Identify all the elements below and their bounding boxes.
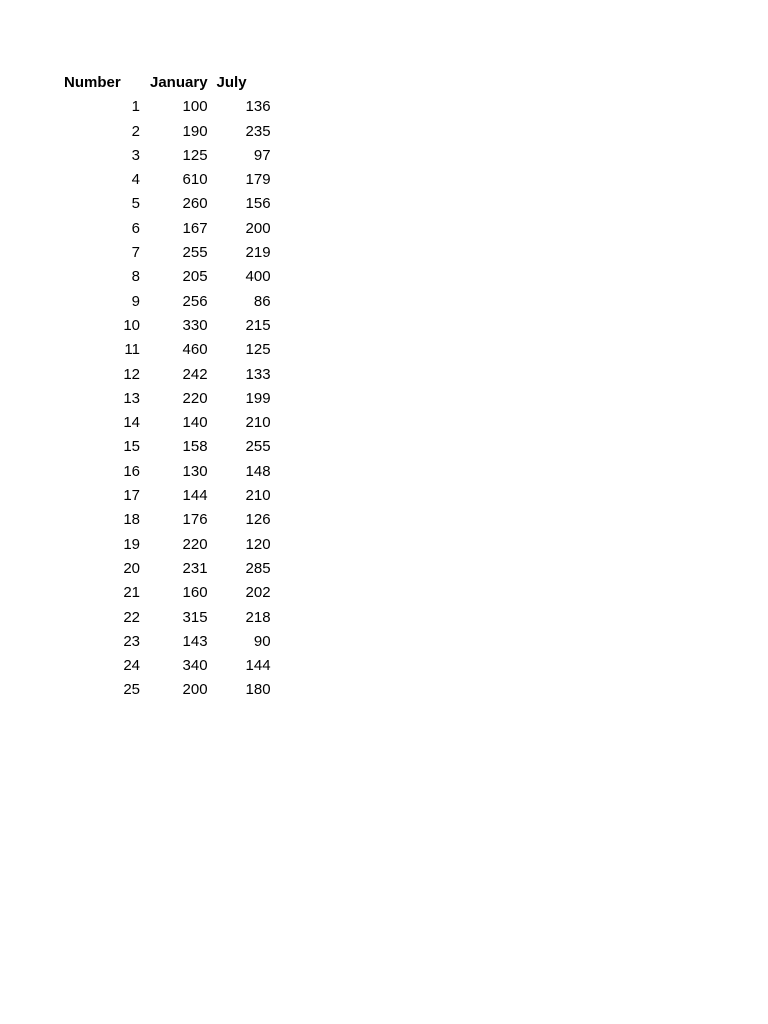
cell-number: 23 — [123, 632, 140, 650]
cell-july: 255 — [245, 438, 271, 456]
cell-july: 126 — [245, 511, 271, 529]
cell-number: 20 — [123, 559, 140, 577]
cell-january: 190 — [182, 122, 208, 140]
table-row — [64, 581, 271, 605]
cell-january: 100 — [182, 98, 208, 116]
cell-july: 218 — [245, 608, 271, 626]
table-row — [64, 168, 271, 192]
cell-july: 200 — [245, 219, 271, 237]
table-row — [64, 217, 271, 241]
cell-number: 13 — [123, 389, 140, 407]
cell-july: 156 — [245, 195, 271, 213]
table-row — [64, 484, 271, 508]
cell-number: 16 — [123, 462, 140, 480]
cell-number: 4 — [131, 171, 140, 189]
cell-number: 25 — [123, 681, 140, 699]
cell-number: 8 — [131, 268, 140, 286]
cell-january: 340 — [182, 657, 208, 675]
cell-july: 202 — [245, 584, 271, 602]
data-sheet — [64, 71, 271, 703]
cell-january: 220 — [182, 389, 208, 407]
table-row — [64, 144, 271, 168]
cell-july: 210 — [245, 487, 271, 505]
table-row — [64, 678, 271, 702]
cell-number: 2 — [131, 122, 140, 140]
cell-january: 460 — [182, 341, 208, 359]
cell-number: 1 — [131, 98, 140, 116]
cell-july: 235 — [245, 122, 271, 140]
table-row — [64, 387, 271, 411]
cell-number: 22 — [123, 608, 140, 626]
table-row — [64, 120, 271, 144]
cell-january: 242 — [182, 365, 208, 383]
table-row — [64, 241, 271, 265]
table-row — [64, 654, 271, 678]
table-row — [64, 363, 271, 387]
cell-number: 5 — [131, 195, 140, 213]
cell-january: 160 — [182, 584, 208, 602]
cell-july: 180 — [245, 681, 271, 699]
data-table — [64, 71, 271, 703]
cell-january: 125 — [182, 146, 208, 164]
cell-january: 220 — [182, 535, 208, 553]
cell-july: 400 — [245, 268, 271, 286]
cell-july: 97 — [253, 146, 271, 164]
cell-number: 17 — [123, 487, 140, 505]
cell-number: 11 — [124, 341, 140, 359]
table-row — [64, 411, 271, 435]
cell-july: 215 — [245, 316, 271, 334]
cell-july: 285 — [245, 559, 271, 577]
column-header-number: Number — [64, 74, 121, 91]
cell-july: 210 — [245, 414, 271, 432]
table-row — [64, 192, 271, 216]
cell-january: 330 — [182, 316, 208, 334]
column-header-january: January — [150, 74, 208, 91]
cell-january: 140 — [182, 414, 208, 432]
table-row — [64, 95, 271, 119]
cell-january: 200 — [182, 681, 208, 699]
cell-number: 7 — [131, 244, 140, 262]
cell-july: 144 — [245, 657, 271, 675]
table-row — [64, 314, 271, 338]
cell-january: 610 — [182, 171, 208, 189]
cell-number: 9 — [131, 292, 140, 310]
cell-july: 219 — [245, 244, 271, 262]
cell-january: 256 — [182, 292, 208, 310]
cell-number: 3 — [131, 146, 140, 164]
cell-january: 158 — [182, 438, 208, 456]
cell-january: 260 — [182, 195, 208, 213]
table-row — [64, 435, 271, 459]
cell-january: 205 — [182, 268, 208, 286]
cell-number: 15 — [123, 438, 140, 456]
cell-january: 143 — [182, 632, 208, 650]
table-row — [64, 533, 271, 557]
cell-january: 144 — [182, 487, 208, 505]
table-body — [64, 95, 271, 702]
cell-number: 18 — [123, 511, 140, 529]
table-row — [64, 606, 271, 630]
cell-number: 12 — [123, 365, 140, 383]
cell-january: 176 — [182, 511, 208, 529]
cell-july: 86 — [253, 292, 271, 310]
cell-july: 90 — [253, 632, 271, 650]
cell-july: 179 — [245, 171, 271, 189]
table-row — [64, 630, 271, 654]
cell-july: 136 — [245, 98, 271, 116]
cell-july: 199 — [245, 389, 271, 407]
cell-number: 14 — [123, 414, 140, 432]
table-row — [64, 460, 271, 484]
cell-number: 6 — [131, 219, 140, 237]
cell-number: 21 — [123, 584, 140, 602]
cell-july: 120 — [245, 535, 271, 553]
cell-number: 10 — [123, 316, 140, 334]
column-header-july: July — [216, 74, 247, 91]
cell-number: 19 — [123, 535, 140, 553]
cell-january: 130 — [182, 462, 208, 480]
cell-january: 167 — [182, 219, 208, 237]
cell-january: 315 — [182, 608, 208, 626]
cell-january: 231 — [182, 559, 208, 577]
table-row — [64, 338, 271, 362]
cell-july: 148 — [245, 462, 271, 480]
cell-july: 125 — [245, 341, 271, 359]
table-row — [64, 290, 271, 314]
table-row — [64, 508, 271, 532]
header-row — [64, 71, 271, 95]
table-row — [64, 265, 271, 289]
cell-number: 24 — [123, 657, 140, 675]
table-row — [64, 557, 271, 581]
cell-july: 133 — [245, 365, 271, 383]
cell-january: 255 — [182, 244, 208, 262]
